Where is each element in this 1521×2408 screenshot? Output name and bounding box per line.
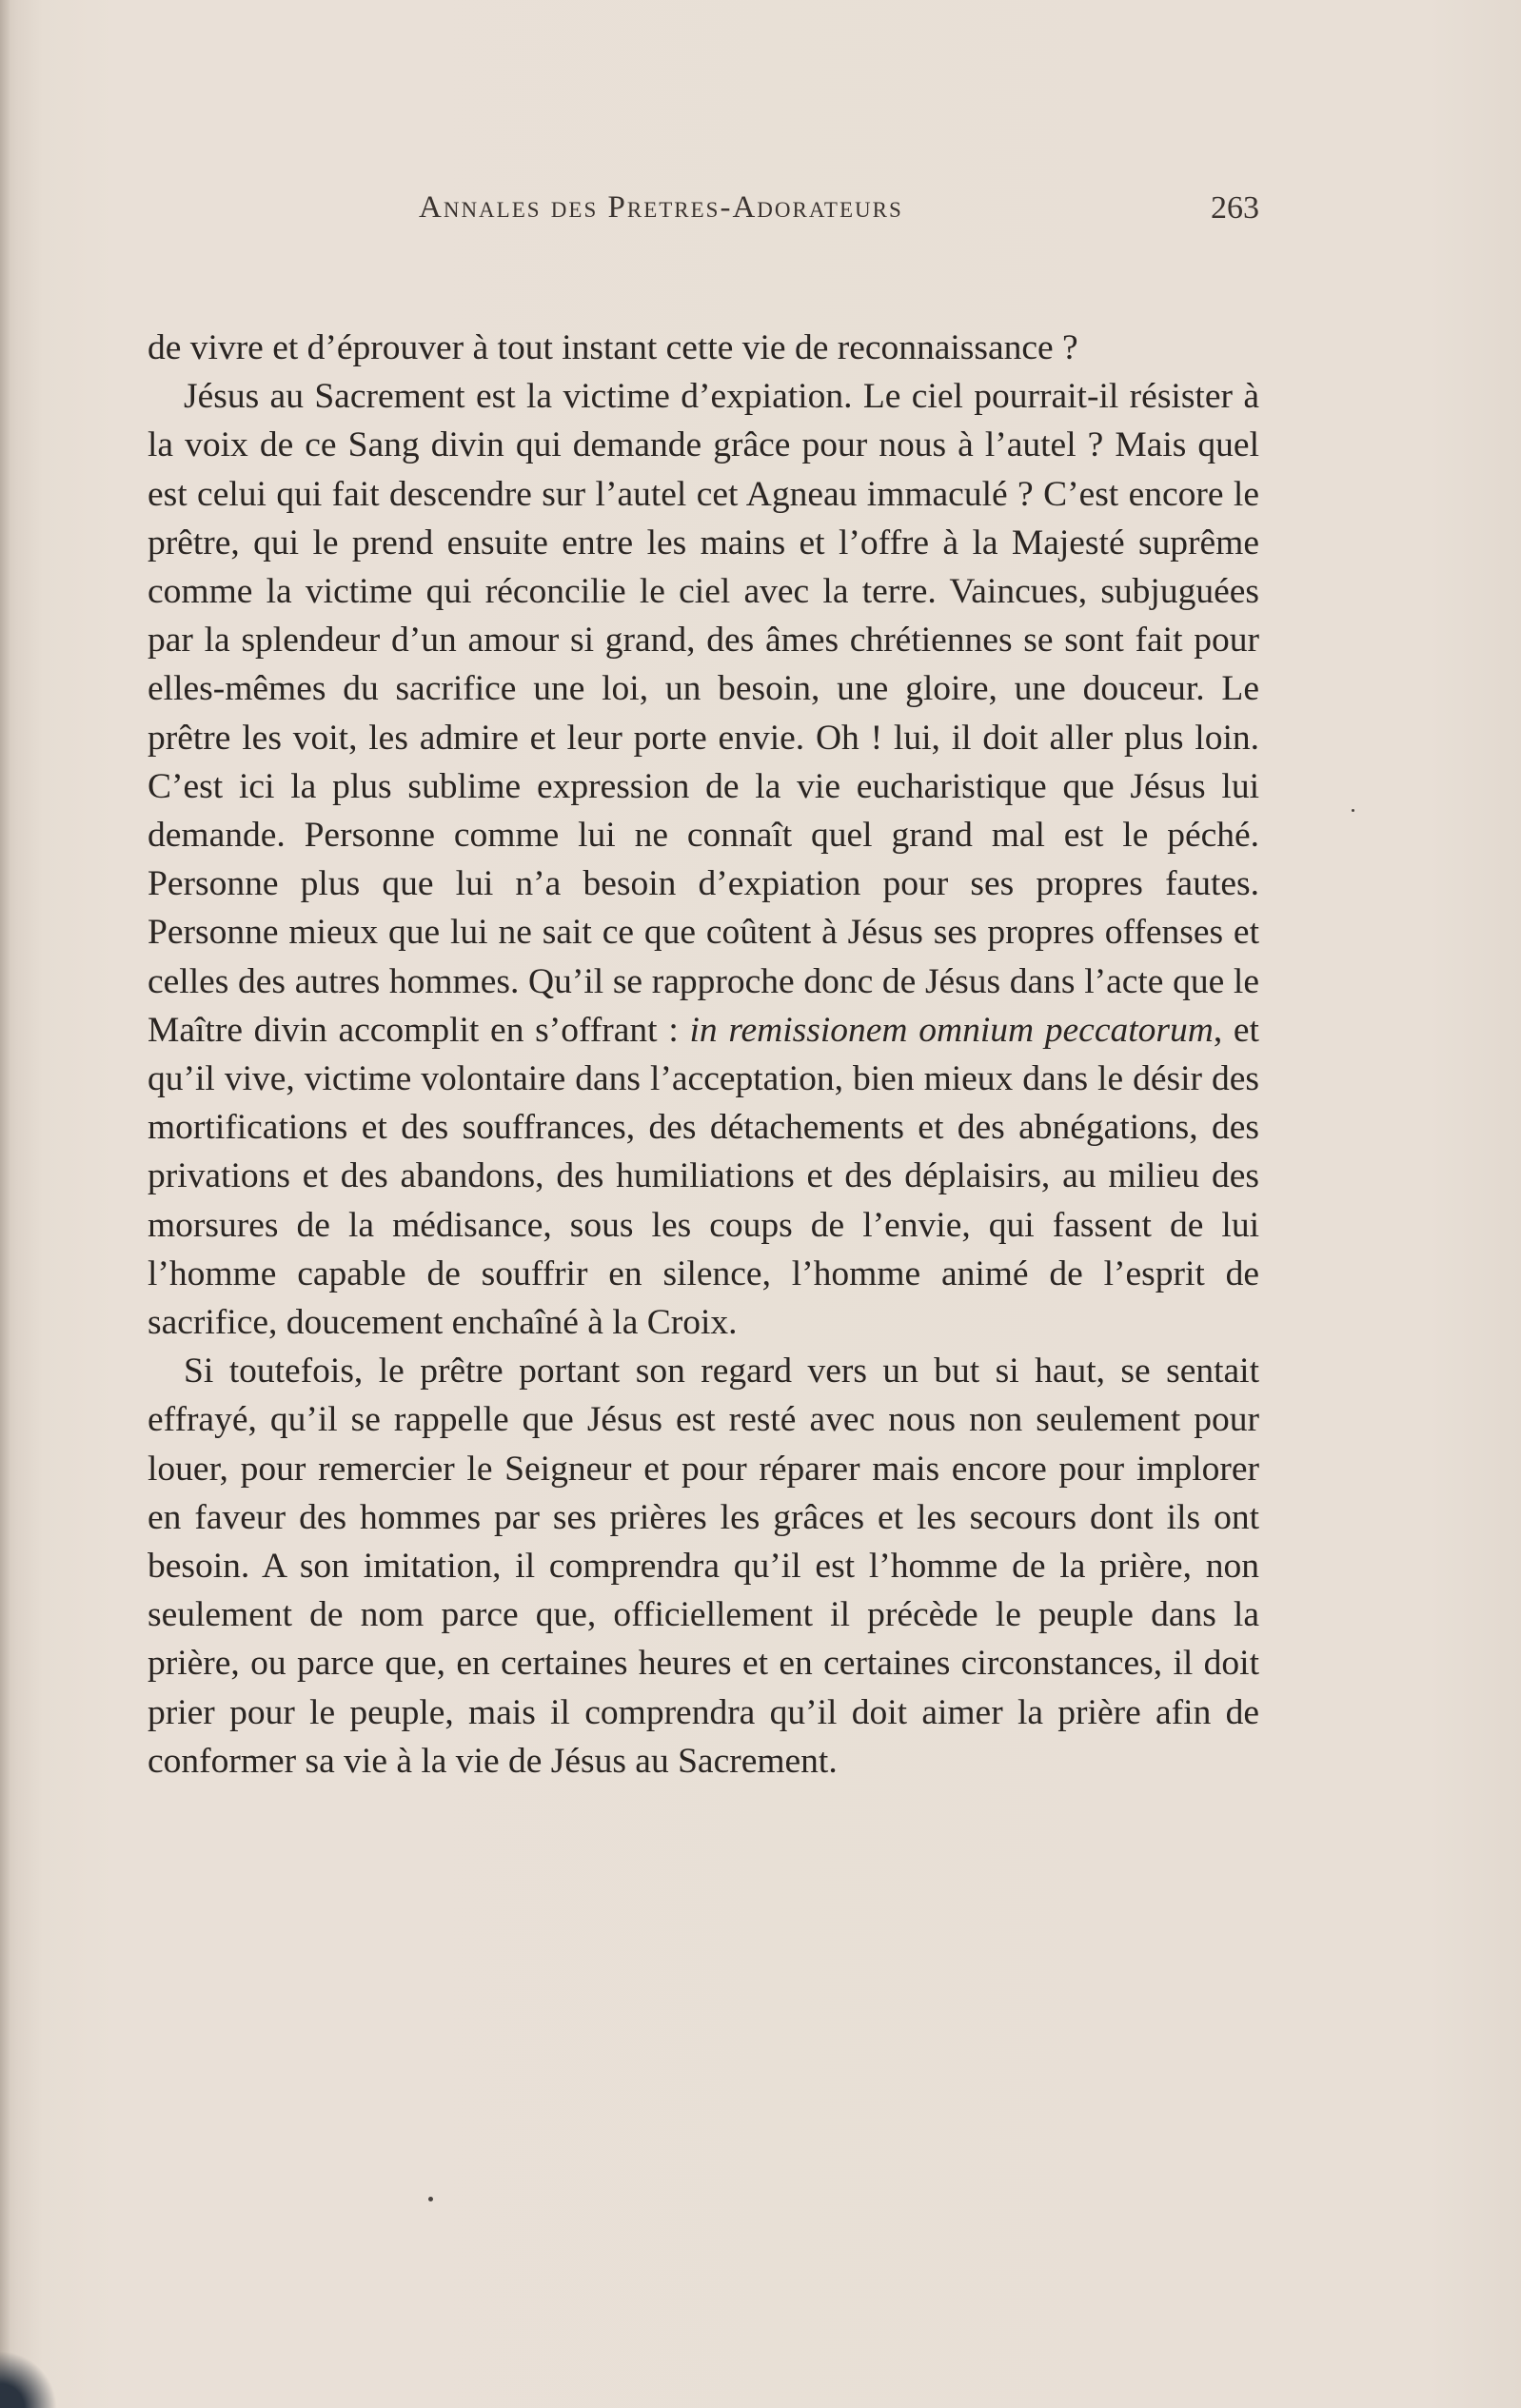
corner-shadow xyxy=(0,2351,57,2408)
paragraph-3 xyxy=(148,1347,1259,1786)
paragraph-2-text: Jésus au Sacrement est la victime d’expiation. Le ciel pourrait-il résister à la voix de ce Sang divin qui demande grâce pour nous à l’autel ? Mais quel est celui qui fait descendre sur l’autel cet Agneau immaculé ? C’est encore le prêtre, qui le prend ensuite entre les mains et l’offre à la Majesté suprême comme la victime qui réconcilie le ciel avec la terre. Vaincues, subjuguées par la splendeur d’un amour si grand, des âmes chrétiennes se sont fait pour elles-mêmes du sacrifice une loi, un besoin, une gloire, une douceur. Le prêtre les voit, les admire et leur porte envie. Oh ! lui, il doit aller plus loin. C’est ici la plus sublime expression de la vie eucharistique que Jésus lui demande. Personne comme lui ne connaît quel grand mal est le péché. Personne plus que lui n’a besoin d’expiation pour ses propres fautes. Personne mieux que lui ne sait ce que coûtent à Jésus ses propres offenses et celles des autres hommes. Qu’il se rapproche donc de Jésus dans l’acte que le Maître divin accomplit en s’offrant : xyxy=(148,377,1259,1050)
paragraph-1-text: de vivre et d’éprouver à tout instant cette vie de reconnaissance ? xyxy=(148,328,1078,367)
ink-speck xyxy=(428,2197,433,2201)
paragraph-2-continuation: , et qu’il vive, victime volontaire dans l’acceptation, bien mieux dans le désir des mortifications et des souffrances, des détachements et des abnégations, des privations et des abandons, des humiliations et des déplaisirs, au milieu des morsures de la médisance, sous les coups de l’envie, qui fassent de lui l’homme capable de souffrir en silence, l’homme animé de l’esprit de sacrifice, doucement enchaîné à la Croix. xyxy=(148,1010,1259,1343)
page-gutter xyxy=(0,0,10,2408)
paragraph-3-text: Si toutefois, le prêtre portant son regard vers un but si haut, se sentait effrayé, qu’il se rappelle que Jésus est resté avec nous non seulement pour louer, pour remercier le Seigneur et pour réparer mais encore pour implorer en faveur des hommes par ses prières les grâces et les secours dont ils ont besoin. A son imitation, il comprendra qu’il est l’homme de la prière, non seulement de nom parce que, officiellement il précède le peuple dans la prière, ou parce que, en certaines heures et en certaines circonstances, il doit prier pour le peuple, mais il comprendra qu’il doit aimer la prière afin de conformer sa vie à la vie de Jésus au Sacrement. xyxy=(148,1352,1259,1781)
ink-speck xyxy=(1352,809,1354,812)
paragraph-2 xyxy=(148,372,1259,1347)
running-title: Annales des Pretres-Adorateurs xyxy=(419,190,903,225)
running-head xyxy=(148,190,1259,238)
paragraph-1 xyxy=(148,324,1259,372)
page-number: 263 xyxy=(1211,190,1259,226)
body-text xyxy=(148,324,1259,1786)
latin-phrase: in remissionem omnium peccatorum xyxy=(689,1010,1214,1050)
